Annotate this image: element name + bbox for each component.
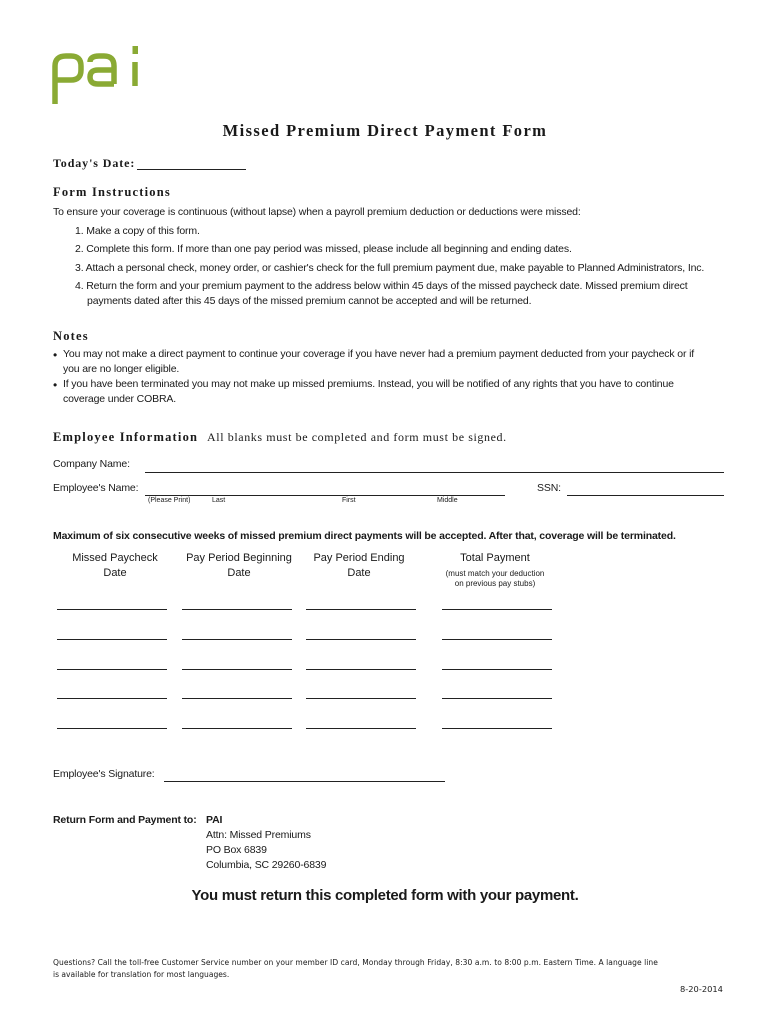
pay-period-beginning-field[interactable] [182, 698, 292, 699]
pay-period-beginning-field[interactable] [182, 639, 292, 640]
column-header-note: on previous pay stubs) [454, 579, 536, 588]
return-to-attn: Attn: Missed Premiums [206, 829, 311, 841]
note-item-continued: you are no longer eligible. [63, 363, 180, 375]
instruction-step: 4. Return the form and your premium payment to the address below within 45 days of the missed paycheck date. Missed premium direct [75, 280, 688, 292]
pay-period-beginning-field[interactable] [182, 609, 292, 610]
total-payment-field[interactable] [442, 698, 552, 699]
missed-paycheck-date-field[interactable] [57, 669, 167, 670]
column-missed-paycheck-date [55, 551, 175, 581]
column-header-line: Date [227, 567, 251, 579]
note-item: You may not make a direct payment to continue your coverage if you have never had a premium payment deducted from your paycheck or if [63, 348, 695, 360]
missed-paycheck-date-field[interactable] [57, 609, 167, 610]
bullet-icon: • [53, 378, 58, 392]
employee-info-heading: Employee Information [53, 430, 199, 444]
instruction-step: 3. Attach a personal check, money order, or cashier's check for the full premium payment due, make payable to Planned Administrators, Inc. [75, 262, 705, 274]
pay-period-beginning-field[interactable] [182, 669, 292, 670]
instruction-step: 1. Make a copy of this form. [75, 225, 200, 237]
name-hint-last: Last [212, 497, 226, 504]
todays-date-label: Today's Date: [53, 156, 136, 170]
page-title: Missed Premium Direct Payment Form [222, 121, 548, 140]
instructions-intro: To ensure your coverage is continuous (without lapse) when a payroll premium deduction or deductions were missed: [53, 206, 581, 218]
pay-period-ending-field[interactable] [306, 609, 416, 610]
company-name-label: Company Name: [53, 458, 130, 470]
total-payment-field[interactable] [442, 669, 552, 670]
company-name-field[interactable] [145, 472, 724, 473]
return-to-label: Return Form and Payment to: [53, 814, 197, 826]
missed-paycheck-date-field[interactable] [57, 728, 167, 729]
signature-field[interactable] [164, 781, 445, 782]
pay-period-ending-field[interactable] [306, 728, 416, 729]
note-item: If you have been terminated you may not make up missed premiums. Instead, you will be notified of any rights that you have to continue [63, 378, 674, 390]
column-header-line: Pay Period Ending [313, 552, 405, 564]
notes-heading: Notes [53, 329, 89, 343]
column-pay-period-ending [300, 551, 418, 581]
name-hint-please-print: (Please Print) [148, 497, 191, 504]
bullet-icon: • [53, 348, 58, 362]
ssn-label: SSN: [537, 482, 561, 494]
column-total-payment [430, 551, 560, 589]
must-return-notice: You must return this completed form with your payment. [191, 887, 579, 904]
footer-date: 8-20-2014 [680, 984, 723, 994]
footer-questions: Questions? Call the toll-free Customer Service number on your member ID card, Monday through Friday, 8:30 a.m. to 8:00 p.m. Eastern Time. A language line [53, 957, 658, 967]
column-header-line: Total Payment [460, 552, 530, 564]
pay-period-ending-field[interactable] [306, 669, 416, 670]
column-header-line: Date [347, 567, 371, 579]
employee-name-field[interactable] [145, 495, 505, 496]
missed-paycheck-date-field[interactable] [57, 698, 167, 699]
column-header-line: Pay Period Beginning [186, 552, 292, 564]
footer-questions-continued: is available for translation for most languages. [53, 969, 230, 979]
total-payment-field[interactable] [442, 609, 552, 610]
column-header-line: Missed Paycheck [72, 552, 158, 564]
column-pay-period-beginning [175, 551, 303, 581]
form-instructions-heading: Form Instructions [53, 185, 171, 199]
max-weeks-notice: Maximum of six consecutive weeks of missed premium direct payments will be accepted. After that, coverage will be terminated. [53, 530, 676, 542]
pay-period-ending-field[interactable] [306, 698, 416, 699]
missed-paycheck-date-field[interactable] [57, 639, 167, 640]
total-payment-field[interactable] [442, 639, 552, 640]
column-header-note: (must match your deduction [445, 569, 545, 578]
signature-label: Employee's Signature: [53, 768, 155, 780]
instruction-step-continued: payments dated after this 45 days of the missed premium cannot be accepted and will be returned. [87, 295, 532, 307]
return-to-name: PAI [206, 814, 223, 826]
note-item-continued: coverage under COBRA. [63, 393, 176, 405]
todays-date-field[interactable] [137, 169, 246, 170]
pay-period-ending-field[interactable] [306, 639, 416, 640]
pay-period-beginning-field[interactable] [182, 728, 292, 729]
name-hint-middle: Middle [437, 497, 458, 504]
return-to-city: Columbia, SC 29260-6839 [206, 859, 327, 871]
column-header-line: Date [103, 567, 127, 579]
ssn-field[interactable] [567, 495, 724, 496]
instruction-step: 2. Complete this form. If more than one pay period was missed, please include all beginning and ending dates. [75, 243, 572, 255]
total-payment-field[interactable] [442, 728, 552, 729]
name-hint-first: First [342, 497, 356, 504]
return-to-po-box: PO Box 6839 [206, 844, 267, 856]
employee-name-label: Employee's Name: [53, 482, 139, 494]
pai-logo [50, 44, 144, 104]
employee-info-subtitle: All blanks must be completed and form must be signed. [207, 430, 507, 444]
